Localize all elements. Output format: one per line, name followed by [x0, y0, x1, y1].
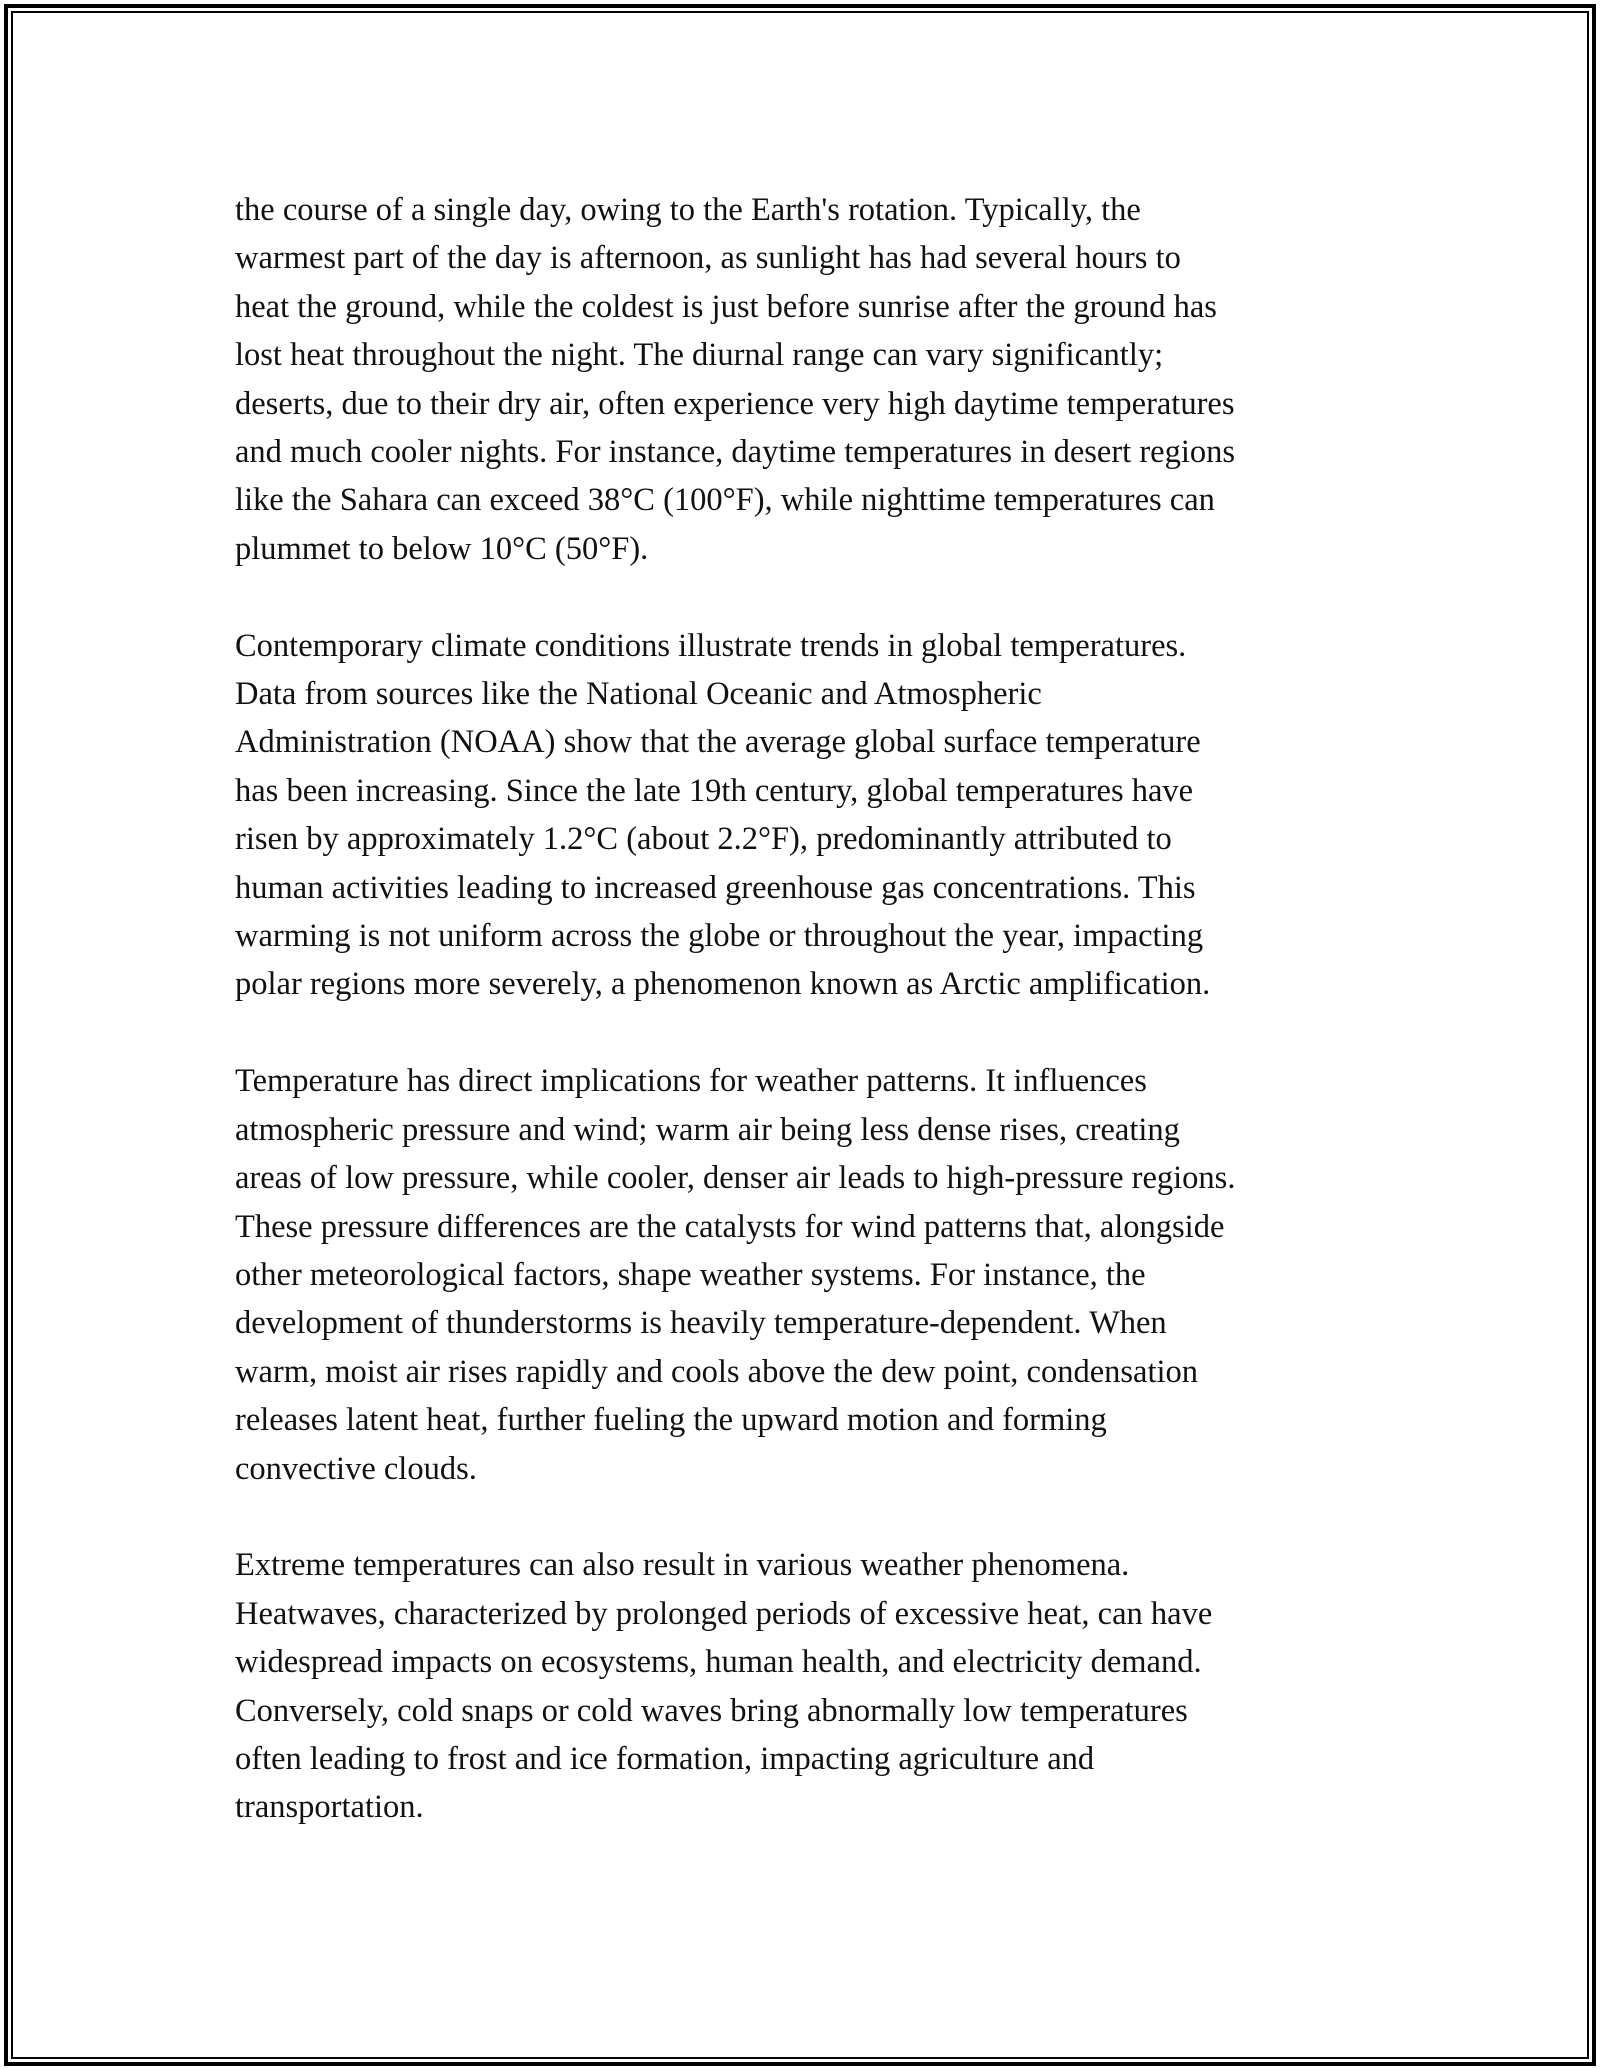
text-line: warmest part of the day is afternoon, as sunlight has had several hours to	[235, 240, 1181, 277]
text-line: human activities leading to increased greenhouse gas concentrations. This	[235, 869, 1196, 906]
text-line: the course of a single day, owing to the Earth's rotation. Typically, the	[235, 192, 1141, 228]
text-line: Extreme temperatures can also result in various weather phenomena.	[235, 1547, 1130, 1584]
text-line: Heatwaves, characterized by prolonged periods of excessive heat, can have	[235, 1595, 1213, 1632]
text-line: Contemporary climate conditions illustrate trends in global temperatures.	[235, 627, 1187, 664]
paragraph-weather-patterns	[235, 1057, 1385, 1493]
text-line: lost heat throughout the night. The diurnal range can vary significantly;	[235, 337, 1164, 374]
text-line: risen by approximately 1.2°C (about 2.2°F), predominantly attributed to	[235, 821, 1172, 858]
document-body	[235, 186, 1385, 1880]
text-line: convective clouds.	[235, 1450, 477, 1487]
text-line: like the Sahara can exceed 38°C (100°F), while nighttime temperatures can	[235, 482, 1215, 519]
text-line: heat the ground, while the coldest is just before sunrise after the ground has	[235, 288, 1217, 325]
text-line: deserts, due to their dry air, often experience very high daytime temperatures	[235, 385, 1235, 422]
text-line: Data from sources like the National Oceanic and Atmospheric	[235, 676, 1042, 713]
text-line: widespread impacts on ecosystems, human health, and electricity demand.	[235, 1644, 1202, 1681]
text-line: Conversely, cold snaps or cold waves bring abnormally low temperatures	[235, 1692, 1188, 1729]
text-line: polar regions more severely, a phenomenon known as Arctic amplification.	[235, 966, 1211, 1003]
text-line: development of thunderstorms is heavily temperature-dependent. When	[235, 1305, 1167, 1342]
text-line: transportation.	[235, 1789, 424, 1826]
text-line: warming is not uniform across the globe or throughout the year, impacting	[235, 918, 1204, 955]
text-line: areas of low pressure, while cooler, denser air leads to high-pressure regions.	[235, 1160, 1236, 1197]
paragraph-diurnal-range	[235, 186, 1385, 573]
text-line: atmospheric pressure and wind; warm air being less dense rises, creating	[235, 1111, 1180, 1148]
text-line: often leading to frost and ice formation, impacting agriculture and	[235, 1740, 1095, 1777]
paragraph-global-trends	[235, 622, 1385, 1009]
text-line: Administration (NOAA) show that the average global surface temperature	[235, 724, 1201, 761]
text-line: plummet to below 10°C (50°F).	[235, 530, 649, 567]
text-line: Temperature has direct implications for weather patterns. It influences	[235, 1063, 1147, 1100]
text-line: releases latent heat, further fueling the upward motion and forming	[235, 1402, 1107, 1439]
text-line: other meteorological factors, shape weather systems. For instance, the	[235, 1256, 1146, 1293]
text-line: has been increasing. Since the late 19th century, global temperatures have	[235, 772, 1194, 809]
text-line: These pressure differences are the catalysts for wind patterns that, alongside	[235, 1208, 1225, 1245]
text-line: and much cooler nights. For instance, daytime temperatures in desert regions	[235, 434, 1235, 471]
paragraph-extreme-temperatures	[235, 1541, 1385, 1831]
text-line: warm, moist air rises rapidly and cools above the dew point, condensation	[235, 1353, 1199, 1390]
